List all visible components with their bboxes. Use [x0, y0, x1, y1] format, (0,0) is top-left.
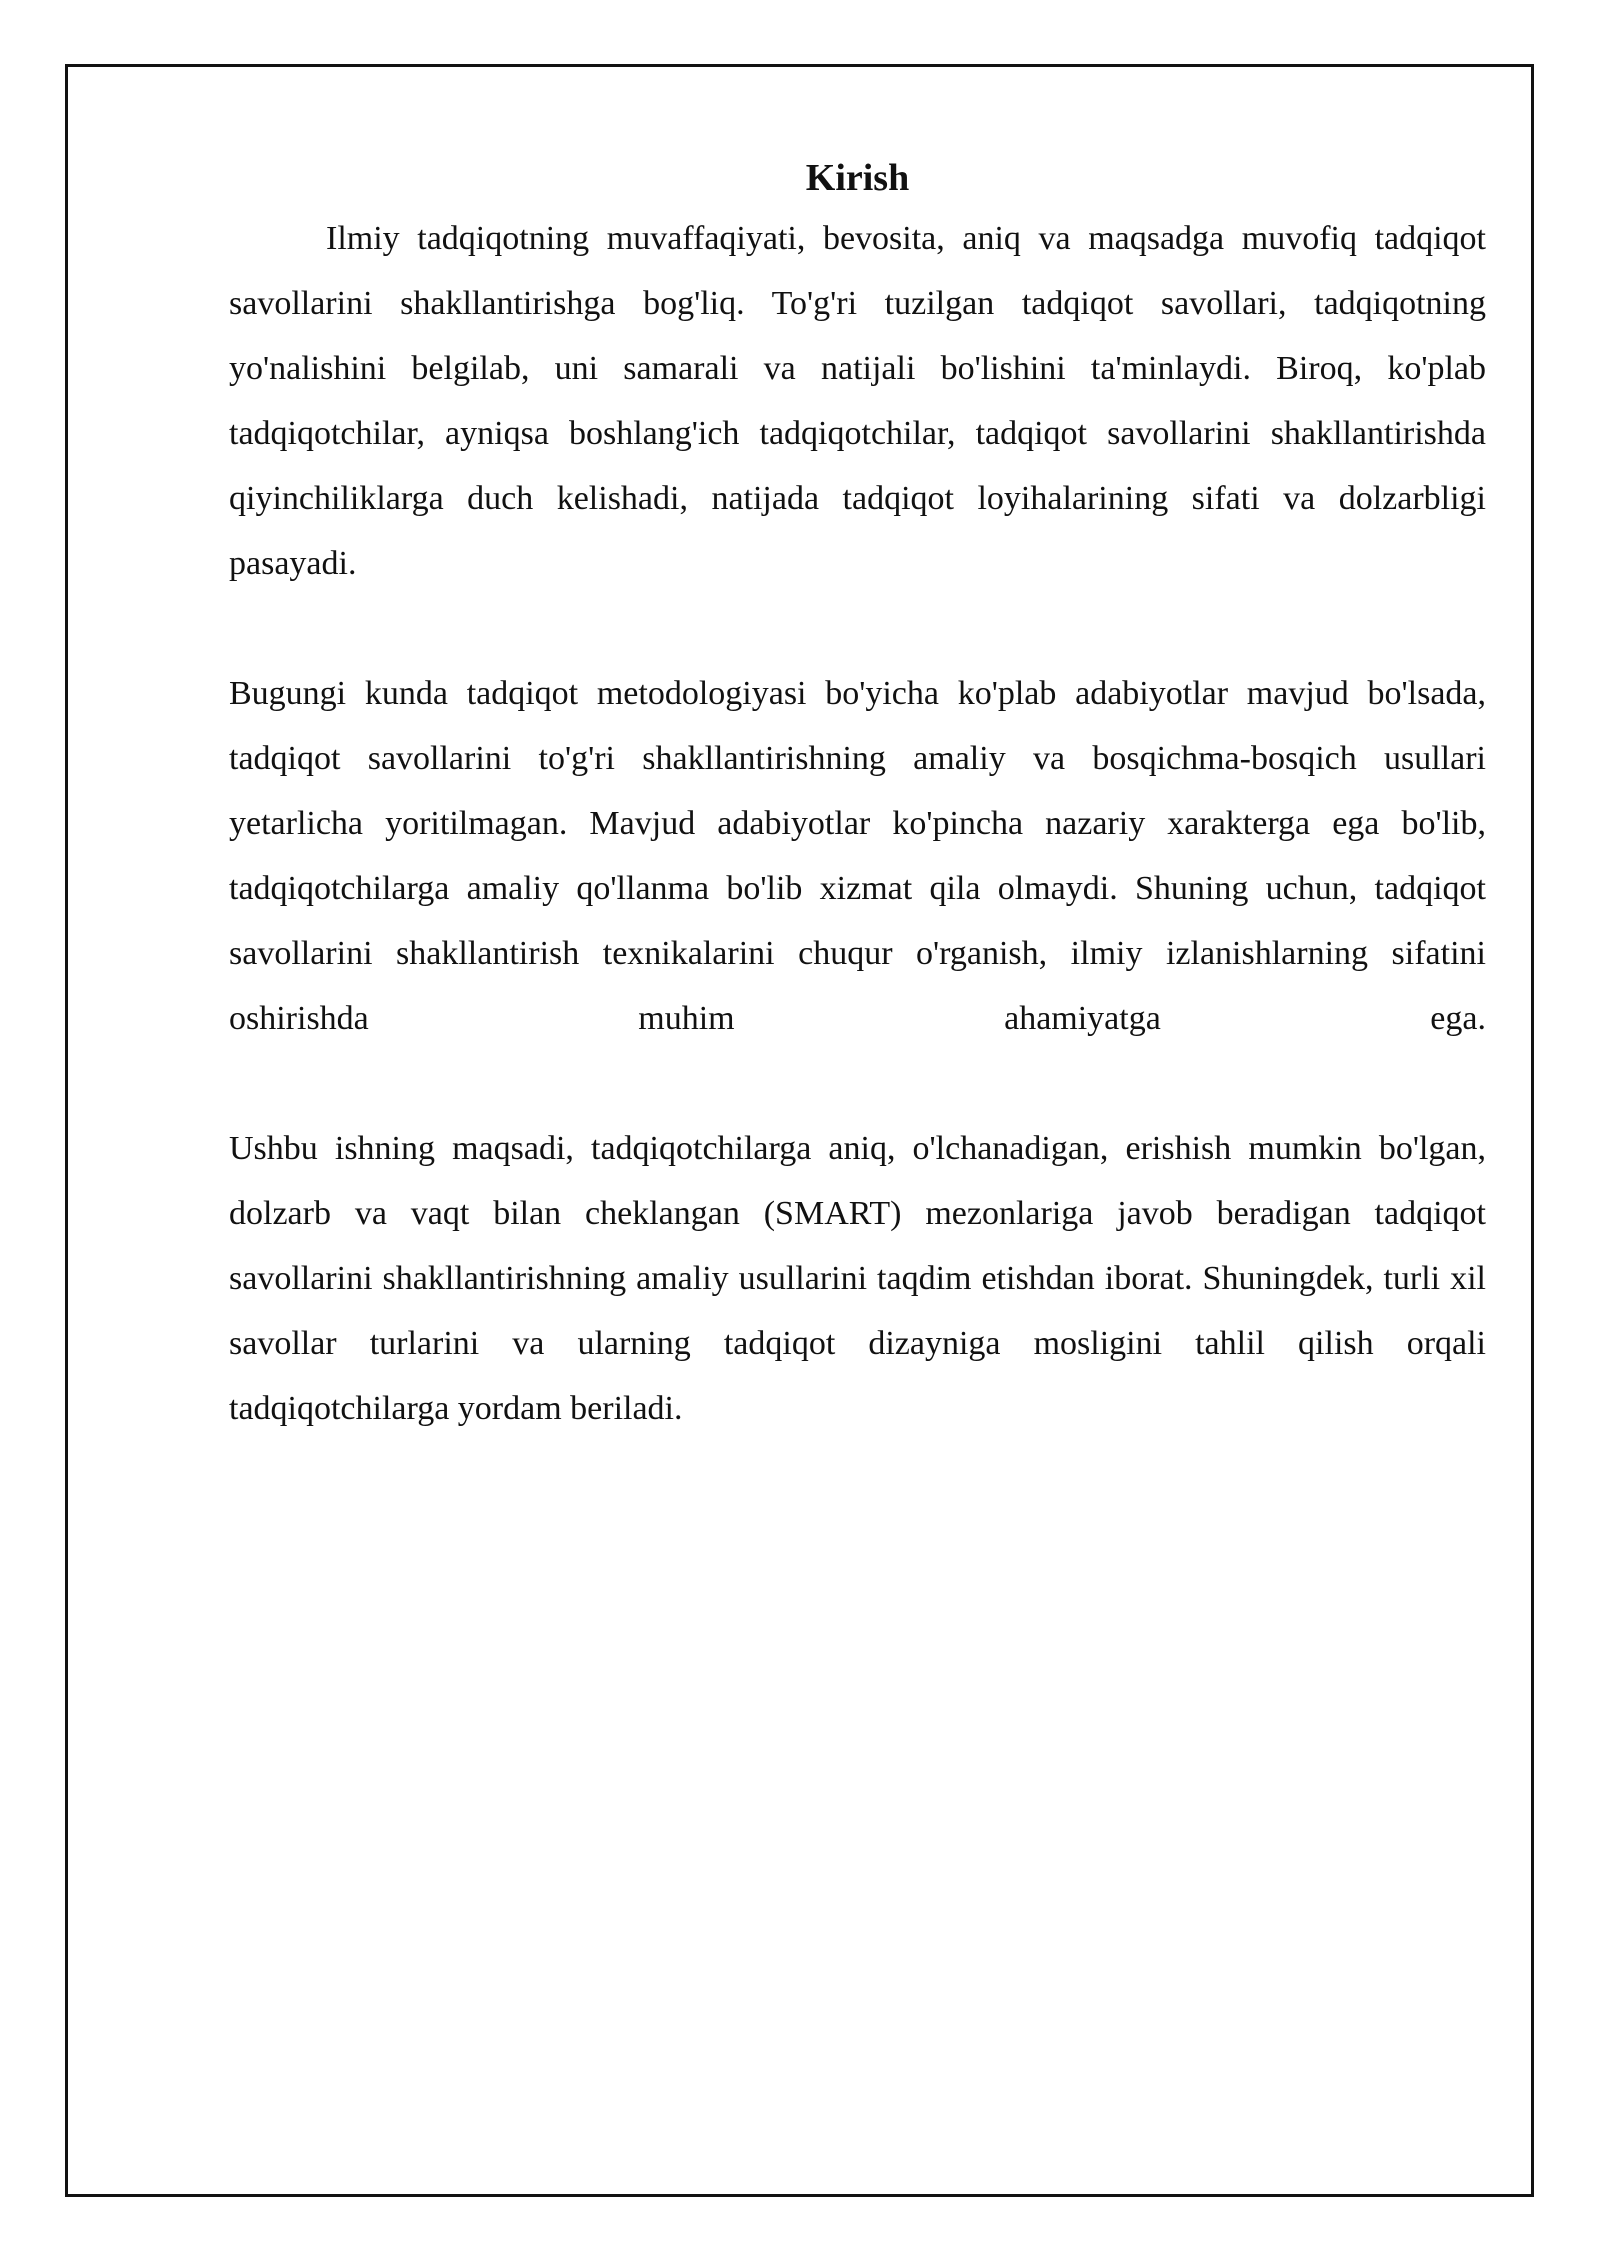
- paragraph-purpose: Ushbu ishning maqsadi, tadqiqotchilarga aniq, o'lchanadigan, erishish mumkin bo'lgan, dolzarb va vaqt bilan cheklangan (SMART) mezonlariga javob beradigan tadqiqot savollarini shakllantirishning amaliy usullarini taqdim etishdan iborat. Shuningdek, turli xil savollar turlarini va ularning tadqiqot dizayniga mosligini tahlil qilish orqali tadqiqotchilarga yordam beriladi.: [229, 1130, 1486, 1427]
- paragraph-gap: [229, 596, 1486, 661]
- document-body: [229, 150, 1486, 1441]
- paragraph-gap: [229, 1051, 1486, 1116]
- paragraph-literature: Bugungi kunda tadqiqot metodologiyasi bo'yicha ko'plab adabiyotlar mavjud bo'lsada, tadqiqot savollarini to'g'ri shakllantirishning amaliy va bosqichma-bosqich usullari yetarlicha yoritilmagan. Mavjud adabiyotlar ko'pincha nazariy xarakterga ega bo'lib, tadqiqotchilarga amaliy qo'llanma bo'lib xizmat qila olmaydi. Shuning uchun, tadqiqot savollarini shakllantirish texnikalarini chuqur o'rganish, ilmiy izlanishlarning sifatini oshirishda muhim ahamiyatga ega.: [229, 675, 1486, 1037]
- page-title: Kirish: [805, 157, 910, 199]
- paragraph-intro: Ilmiy tadqiqotning muvaffaqiyati, bevosita, aniq va maqsadga muvofiq tadqiqot savollarini shakllantirishga bog'liq. To'g'ri tuzilgan tadqiqot savollari, tadqiqotning yo'nalishini belgilab, uni samarali va natijali bo'lishini ta'minlaydi. Biroq, ko'plab tadqiqotchilar, ayniqsa boshlang'ich tadqiqotchilar, tadqiqot savollarini shakllantirishda qiyinchiliklarga duch kelishadi, natijada tadqiqot loyihalarining sifati va dolzarbligi pasayadi.: [229, 220, 1486, 582]
